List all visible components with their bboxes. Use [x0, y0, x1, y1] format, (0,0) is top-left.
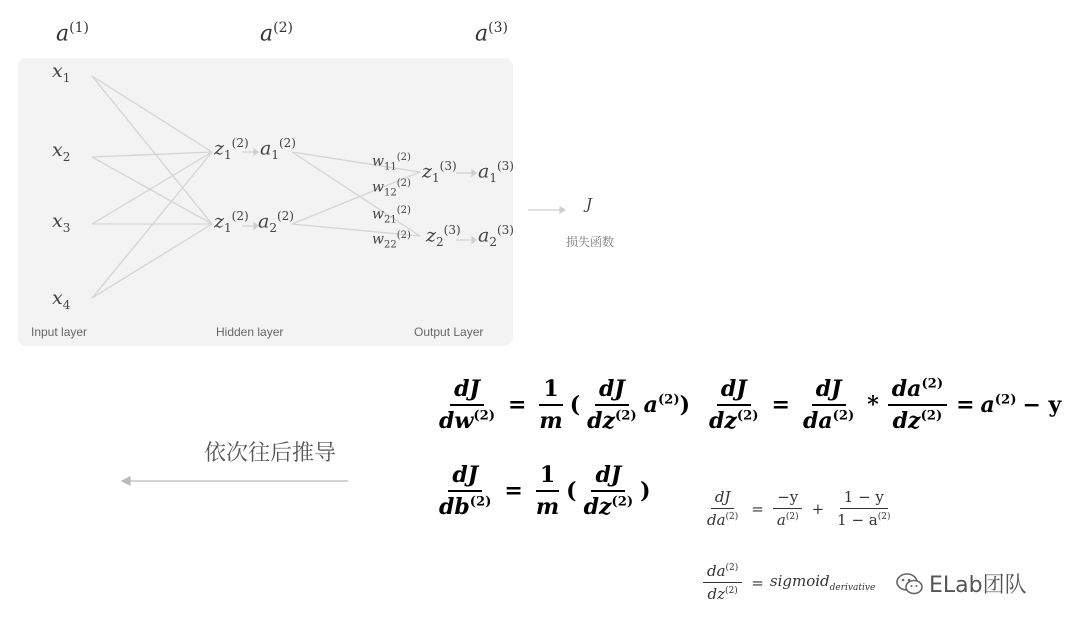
- loss-symbol: J: [586, 195, 593, 213]
- weight-w12: $w_{12}^{(2)}$: [372, 178, 411, 199]
- hidden-node-z2: $z_1^{(2)}$: [214, 209, 249, 236]
- backprop-text: 依次往后推导: [204, 441, 337, 466]
- output-node-a1: $a_1^{(3)}$: [478, 159, 514, 186]
- weight-w11: $w_{11}^{(2)}$: [372, 152, 411, 173]
- watermark: ELab团队: [895, 568, 1027, 599]
- layer-heading-a2: $a^{(2)}$: [260, 20, 293, 47]
- layer-heading-a3: $a^{(3)}$: [475, 20, 508, 47]
- input-node-x1: $x_1$: [52, 60, 71, 85]
- equation-dj-da: $\frac{dJ}{da^{(2)}}$ = $\frac{-y}{a^{(2)}}$ + $\frac{1 - y}{1 - a^{(2)}}$: [707, 488, 891, 529]
- input-node-x2: $x_2$: [52, 139, 71, 164]
- hidden-node-z1: $z_1^{(2)}$: [214, 136, 249, 163]
- output-node-a2: $a_2^{(3)}$: [478, 223, 514, 250]
- output-layer-label: Output Layer: [414, 325, 484, 339]
- equation-da-dz: $\frac{da^{(2)}}{dz^{(2)}}$ = sigmoid$_{derivative}$: [700, 562, 875, 603]
- wechat-icon: [895, 571, 925, 597]
- output-node-z1: $z_1^{(3)}$: [422, 159, 457, 186]
- weight-w21: $w_{21}^{(2)}$: [372, 205, 411, 226]
- input-layer-label: Input layer: [31, 325, 88, 339]
- input-node-x4: $x_4$: [52, 287, 71, 312]
- output-node-z2: $z_2^{(3)}$: [426, 223, 461, 250]
- hidden-layer-label: Hidden layer: [216, 325, 284, 339]
- layer-heading-a1: $a^{(1)}$: [56, 20, 89, 47]
- input-node-x3: $x_3$: [52, 210, 71, 235]
- loss-label: 损失函数: [566, 235, 615, 249]
- hidden-node-a2: $a_2^{(2)}$: [258, 209, 294, 236]
- hidden-node-a1: $a_1^{(2)}$: [260, 136, 296, 163]
- equation-dj-dz: $\frac{dJ}{dz^{(2)}}$ = $\frac{dJ}{da^{(2)}}$ * $\frac{da^{(2)}}{dz^{(2)}}$ = $a^{(2)}$ − y: [709, 376, 1062, 434]
- weight-w22: $w_{22}^{(2)}$: [372, 230, 411, 251]
- equation-dj-db: $\frac{dJ}{db^{(2)}}$ = $\frac{1}{m}$ ( $\frac{dJ}{dz^{(2)}}$ ): [439, 462, 651, 520]
- equation-dj-dw: $\frac{dJ}{dw^{(2)}}$ = $\frac{1}{m}$ ( $\frac{dJ}{dz^{(2)}}$ $a^{(2)}$): [439, 376, 691, 434]
